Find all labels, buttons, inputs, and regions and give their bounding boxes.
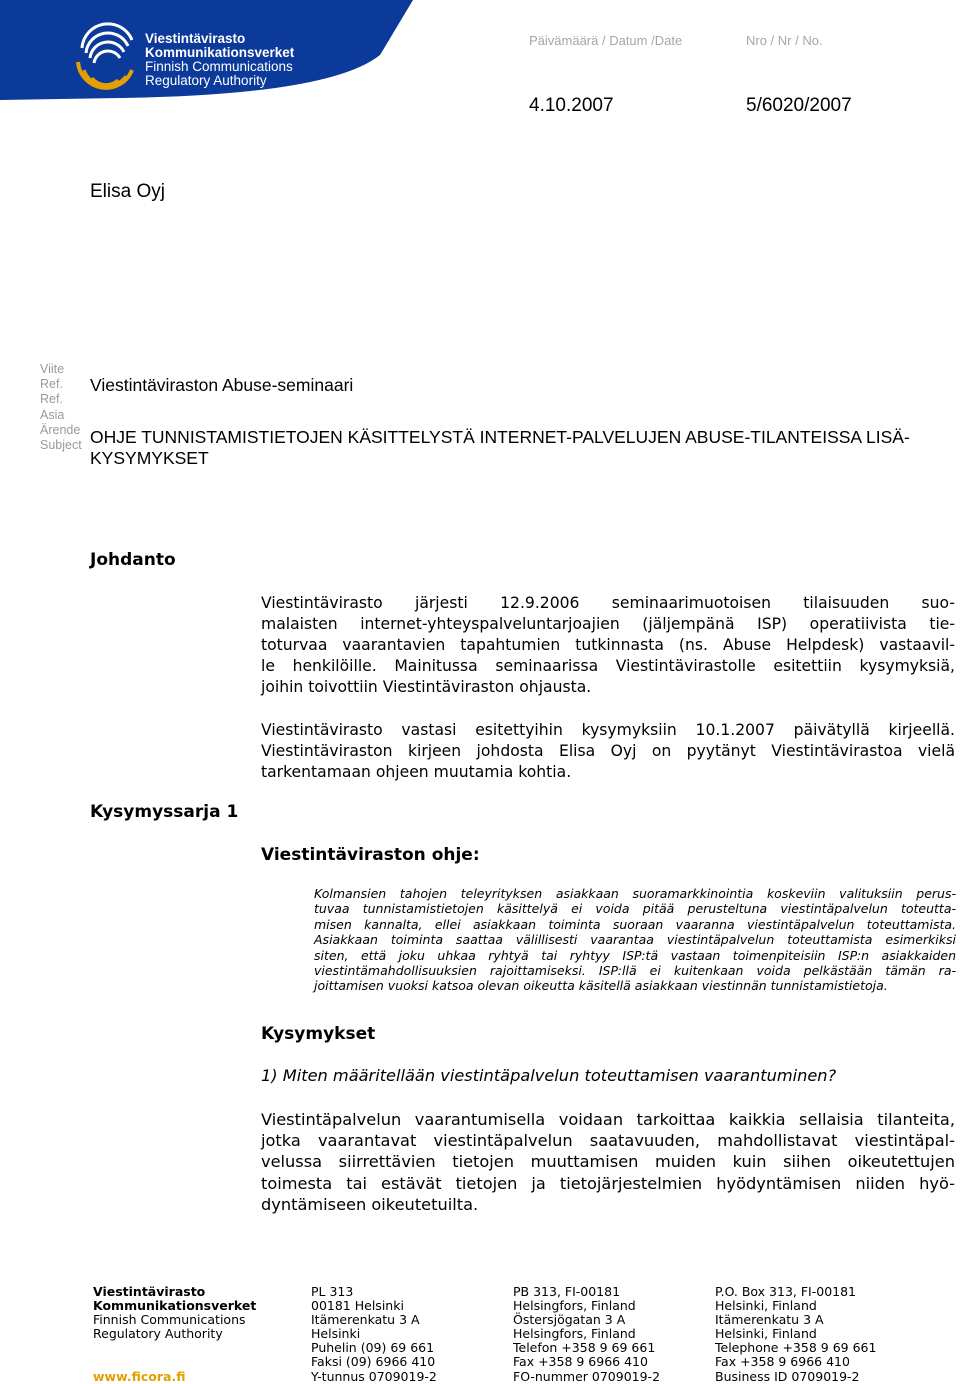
text-line: joihin toivottiin Viestintäviraston ohjausta.	[261, 677, 592, 696]
org-name-block	[145, 32, 294, 88]
text-line: Viestintävirasto vastasi esitettyihin kysymyksiin 10.1.2007 päivätyllä kirjeellä.	[261, 721, 955, 739]
org-name-en-1: Finnish Communications	[145, 59, 293, 74]
footer-line: Helsinki, Finland	[715, 1298, 817, 1314]
intro-paragraph-2	[261, 720, 955, 783]
guidance-quote	[314, 886, 956, 994]
footer-line: 00181 Helsinki	[311, 1298, 404, 1314]
footer-line: Helsinki, Finland	[715, 1326, 817, 1342]
intro-heading: Johdanto	[90, 550, 176, 570]
reference-label	[40, 362, 64, 407]
date-label: Päivämäärä / Datum /Date	[529, 33, 683, 48]
recipient: Elisa Oyj	[90, 181, 165, 202]
text-line: le henkilöille. Mainitussa seminaarissa Viestintävirastolle esitettiin kysymyksiä,	[261, 656, 955, 675]
intro-paragraph-1	[261, 593, 955, 698]
footer-line: Fax +358 9 6966 410	[513, 1354, 648, 1370]
reference-label-fi: Viite	[40, 362, 65, 376]
quote-line: Asiakkaan toiminta saattaa välillisesti vaarantaa viestintäpalvelun toteuttamista esimerkiksi	[314, 932, 956, 948]
text-line: tarkentamaan ohjeen muutamia kohtia.	[261, 762, 572, 781]
footer-line: Helsingfors, Finland	[513, 1298, 636, 1314]
footer-col-org	[93, 1285, 256, 1341]
footer-line: Fax +358 9 6966 410	[715, 1354, 850, 1370]
text-line: Viestintävirasto järjesti 12.9.2006 seminaarimuotoisen tilaisuuden suo-	[261, 594, 955, 612]
section1-heading: Kysymyssarja 1	[90, 802, 239, 822]
org-name-fi: Viestintävirasto	[145, 31, 246, 46]
footer-line: Business ID 0709019-2	[715, 1368, 860, 1384]
footer-org-en-2: Regulatory Authority	[93, 1326, 223, 1342]
text-line: velussa siirrettävien tietojen muuttamisen muiden kuin siihen oikeutettujen	[261, 1152, 955, 1172]
footer-org-en-1: Finnish Communications	[93, 1312, 246, 1328]
text-line: jotka vaarantavat viestintäpalvelun saatavuuden, mahdollistavat viestintäpal-	[261, 1131, 955, 1151]
footer-line: Faksi (09) 6966 410	[311, 1354, 436, 1370]
website-link[interactable]: www.ficora.fi	[93, 1369, 186, 1384]
footer-col-en	[715, 1285, 876, 1384]
quote-line: joittamisen vuoksi katsoa olevan oikeutta käsitellä asiakkaan viestinnän tunnistamistietoja.	[314, 978, 888, 994]
org-name-en-2: Regulatory Authority	[145, 73, 267, 88]
text-line: malaisten internet-yhteyspalveluntarjoajien (jäljempänä ISP) operatiivista tie-	[261, 614, 955, 633]
text-line: Viestintäviraston kirjeen johdosta Elisa Oyj on pyytänyt Viestintävirastoa vielä	[261, 741, 955, 760]
subject-label-fi: Asia	[40, 408, 65, 422]
text-line: toturvaa vaarantavien tapahtumien tutkinnasta (ns. Abuse Helpdesk) vastaavil-	[261, 635, 955, 654]
quote-line: viestintämahdollisuuksien rajoittamiseksi. ISP:llä ei kuitenkaan voida pelkästään tämän ra-	[314, 963, 956, 979]
subject-label	[40, 408, 82, 453]
footer-org-sv: Kommunikationsverket	[93, 1298, 257, 1314]
footer-line: Puhelin (09) 69 661	[311, 1340, 435, 1356]
date-value: 4.10.2007	[529, 95, 614, 116]
footer-line: Östersjögatan 3 A	[513, 1312, 626, 1328]
quote-line: Kolmansien tahojen teleyrityksen asiakkaan suoramarkkinointia koskeviin valituksiin perus-	[314, 886, 956, 901]
number-label: Nro / Nr / No.	[746, 33, 823, 48]
subject-value	[90, 427, 910, 469]
footer-org-fi: Viestintävirasto	[93, 1284, 206, 1299]
quote-line: misen kannalta, ellei asiakkaan toiminta suoraan vaaranna viestintäpalvelun toteuttamista.	[314, 916, 956, 932]
org-name-sv: Kommunikationsverket	[145, 45, 295, 60]
footer-line: PL 313	[311, 1284, 354, 1299]
quote-line: siten, että joku uhkaa ryhtyä tai ryhtyy ISP:tä vastaan toimenpiteisiin ISP:n asiakkaiden	[314, 947, 956, 963]
header-banner	[0, 0, 960, 100]
answer-1	[261, 1109, 955, 1215]
text-line: toimesta tai estävät tietojen ja tietojärjestelmien hyödyntämisen niiden hyö-	[261, 1173, 955, 1193]
footer-line: Telefon +358 9 69 661	[513, 1340, 656, 1356]
reference-value: Viestintäviraston Abuse-seminaari	[90, 375, 354, 395]
footer-line: Telephone +358 9 69 661	[715, 1340, 877, 1356]
footer-line: Itämerenkatu 3 A	[715, 1312, 824, 1328]
subject-label-sv: Ärende	[40, 423, 81, 437]
footer-line: Helsinki	[311, 1326, 361, 1342]
footer-line: Helsingfors, Finland	[513, 1326, 636, 1342]
question-1: 1) Miten määritellään viestintäpalvelun toteuttamisen vaarantuminen?	[261, 1066, 837, 1085]
quote-line: tuvaa tunnistamistietojen käsittelyä ei voida pitää perusteltuna viestintäpalvelun toteutta-	[314, 901, 956, 917]
reference-label-sv: Ref.	[40, 377, 63, 391]
reference-label-en: Ref.	[40, 392, 63, 406]
text-line: Viestintäpalvelun vaarantumisella voidaan tarkoittaa kaikkia sellaisia tilanteita,	[261, 1110, 955, 1129]
footer-line: P.O. Box 313, FI-00181	[715, 1284, 857, 1299]
text-line: dyntämiseen oikeutetuilta.	[261, 1194, 479, 1214]
footer-col-sv	[513, 1285, 660, 1384]
footer-line: PB 313, FI-00181	[513, 1284, 621, 1299]
guidance-heading: Viestintäviraston ohje:	[261, 845, 480, 865]
footer-line: Y-tunnus 0709019-2	[311, 1368, 437, 1384]
subject-line-1: OHJE TUNNISTAMISTIETOJEN KÄSITTELYSTÄ INTERNET-PALVELUJEN ABUSE-TILANTEISSA LISÄ-	[90, 427, 910, 447]
footer-col-fi	[311, 1285, 437, 1384]
subject-label-en: Subject	[40, 438, 82, 452]
number-value: 5/6020/2007	[746, 95, 852, 116]
subject-line-2: KYSYMYKSET	[90, 448, 209, 468]
footer-line: FO-nummer 0709019-2	[513, 1368, 661, 1384]
questions-heading: Kysymykset	[261, 1024, 376, 1044]
footer-line: Itämerenkatu 3 A	[311, 1312, 420, 1328]
